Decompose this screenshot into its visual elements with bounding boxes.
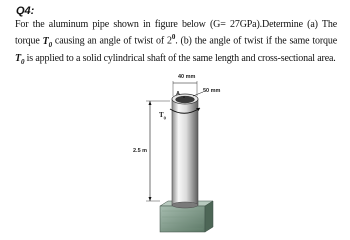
degree-symbol: 0 bbox=[171, 33, 176, 42]
inner-diameter-label: 50 mm bbox=[203, 88, 221, 94]
problem-text-4: is applied to a solid cylindrical shaft of the same length and cross-sectional area. bbox=[24, 52, 336, 64]
problem-text-1: For the aluminum pipe shown in figure below (G= 27GPa).Determine (a) The torque bbox=[15, 19, 337, 47]
inner-diameter-leader bbox=[193, 92, 203, 96]
length-dimension bbox=[146, 101, 170, 201]
question-label: Q4: bbox=[16, 5, 35, 17]
problem-text-2: causing an angle of twist of 2 bbox=[51, 35, 172, 47]
outer-diameter-label: 40 mm bbox=[178, 74, 196, 80]
torque-symbol-2: $T_0$ bbox=[15, 52, 25, 66]
point-a-label: A bbox=[176, 91, 180, 97]
point-a-marker bbox=[183, 96, 185, 98]
problem-text-3: . (b) the angle of twist if the same torque bbox=[175, 35, 338, 47]
length-label: 2.5 m bbox=[133, 148, 148, 154]
torque-label: $T_0$ bbox=[159, 111, 166, 121]
torque-symbol: $T_0$ bbox=[42, 35, 52, 49]
